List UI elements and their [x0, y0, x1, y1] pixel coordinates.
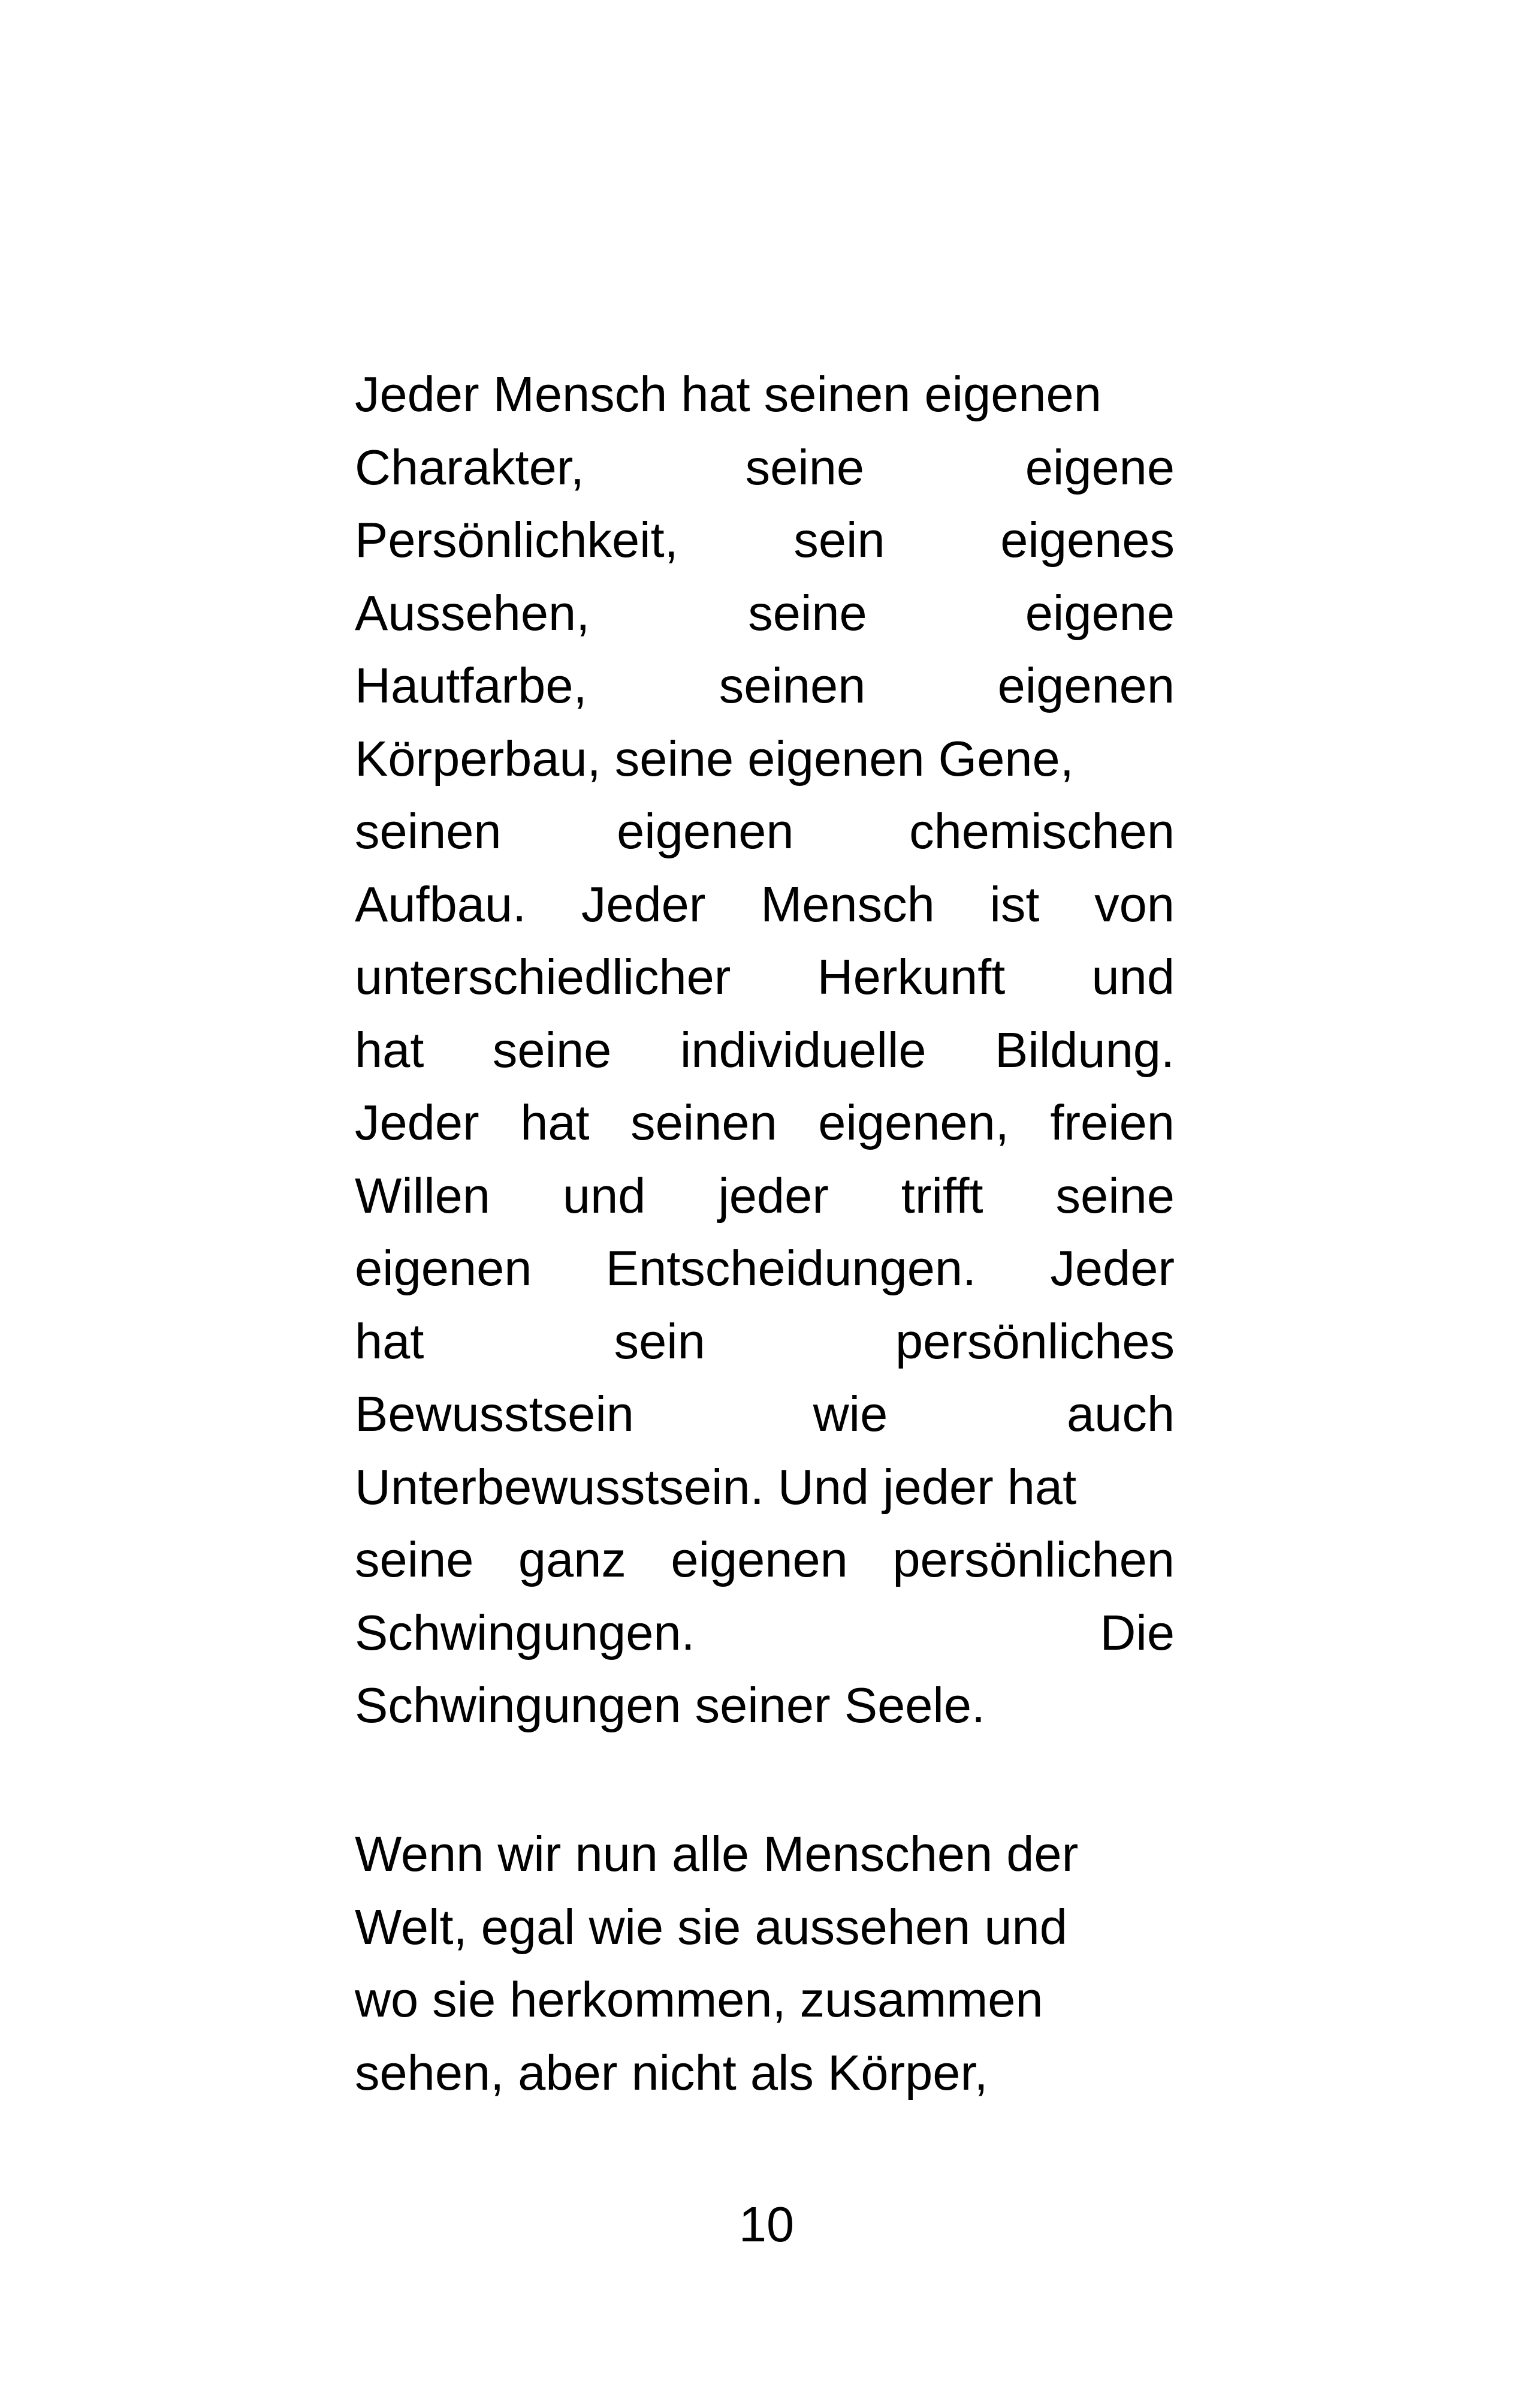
text-line — [355, 504, 1175, 577]
word: hat — [520, 1095, 590, 1150]
line-text: Welt, egal wie sie aussehen und — [355, 1898, 1067, 1955]
text-line — [355, 941, 1175, 1014]
word: Schwingungen. — [355, 1604, 695, 1660]
word: und — [562, 1167, 646, 1223]
text-line — [355, 1596, 1175, 1669]
word: seinen — [719, 658, 866, 713]
word: eigenen — [355, 1240, 532, 1296]
word: Jeder — [581, 876, 706, 932]
word: sein — [793, 512, 885, 568]
text-line — [355, 1523, 1175, 1596]
word: sein — [614, 1313, 705, 1369]
word: seine — [748, 584, 867, 641]
line-text: Körperbau, seine eigenen Gene, — [355, 730, 1074, 786]
word: auch — [1067, 1386, 1175, 1442]
word: wie — [813, 1386, 888, 1442]
text-line — [355, 2036, 1175, 2109]
word: seine — [1055, 1167, 1175, 1223]
word: chemischen — [909, 803, 1175, 859]
text-line — [355, 1014, 1175, 1087]
word: Aufbau. — [355, 876, 527, 932]
word: Hautfarbe, — [355, 658, 587, 713]
text-line — [355, 1451, 1175, 1524]
paragraph-1 — [355, 358, 1175, 1742]
text-line — [355, 1378, 1175, 1451]
line-text: Schwingungen seiner Seele. — [355, 1677, 986, 1733]
text-line — [355, 1305, 1175, 1378]
word: Aussehen, — [355, 584, 590, 641]
word: eigenes — [1000, 512, 1175, 568]
text-line — [355, 358, 1175, 431]
line-text: Jeder Mensch hat seinen eigenen — [355, 366, 1102, 422]
line-text: Unterbewusstsein. Und jeder hat — [355, 1458, 1077, 1515]
word: trifft — [901, 1167, 983, 1223]
text-line — [355, 722, 1175, 795]
word: unterschiedlicher — [355, 949, 731, 1005]
text-line — [355, 868, 1175, 941]
word: eigene — [1025, 439, 1175, 495]
word: Mensch — [761, 876, 935, 932]
word: freien — [1050, 1095, 1175, 1150]
word: eigene — [1025, 584, 1175, 641]
text-line — [355, 1232, 1175, 1305]
word: Bildung. — [995, 1021, 1175, 1078]
word: hat — [355, 1021, 424, 1078]
text-line — [355, 795, 1175, 868]
word: von — [1094, 876, 1175, 932]
word: persönlichen — [892, 1532, 1175, 1587]
word: Persönlichkeit, — [355, 512, 678, 568]
text-line — [355, 1159, 1175, 1232]
text-line — [355, 1669, 1175, 1742]
word: Entscheidungen. — [605, 1240, 977, 1296]
text-line — [355, 1818, 1175, 1891]
word: seine — [355, 1532, 474, 1587]
line-text: wo sie herkommen, zusammen — [355, 1972, 1043, 2027]
word: eigenen — [997, 658, 1175, 713]
line-text: sehen, aber nicht als Körper, — [355, 2044, 988, 2100]
word: Jeder — [1050, 1240, 1175, 1296]
word: und — [1091, 949, 1175, 1005]
line-text: Wenn wir nun alle Menschen der — [355, 1826, 1079, 1882]
text-line — [355, 577, 1175, 650]
text-line — [355, 431, 1175, 504]
text-line — [355, 1891, 1175, 1964]
word: persönliches — [895, 1313, 1175, 1369]
word: seinen — [630, 1095, 777, 1150]
word: ganz — [518, 1532, 626, 1587]
word: Herkunft — [817, 949, 1006, 1005]
text-line — [355, 1086, 1175, 1159]
word: ist — [989, 876, 1040, 932]
word: individuelle — [680, 1021, 927, 1078]
text-line — [355, 649, 1175, 722]
word: Die — [1100, 1604, 1175, 1660]
word: seinen — [355, 803, 502, 859]
word: seine — [492, 1021, 612, 1078]
word: eigenen, — [818, 1095, 1009, 1150]
word: Bewusstsein — [355, 1386, 634, 1442]
word: hat — [355, 1313, 424, 1369]
word: Willen — [355, 1167, 490, 1223]
page-number: 10 — [738, 2196, 795, 2252]
word: Jeder — [355, 1095, 479, 1150]
word: Charakter, — [355, 439, 584, 495]
text-line — [355, 1963, 1175, 2036]
word: jeder — [718, 1167, 829, 1223]
word: eigenen — [617, 803, 794, 859]
word: eigenen — [671, 1532, 848, 1587]
paragraph-2 — [355, 1818, 1175, 2109]
word: seine — [745, 439, 865, 495]
